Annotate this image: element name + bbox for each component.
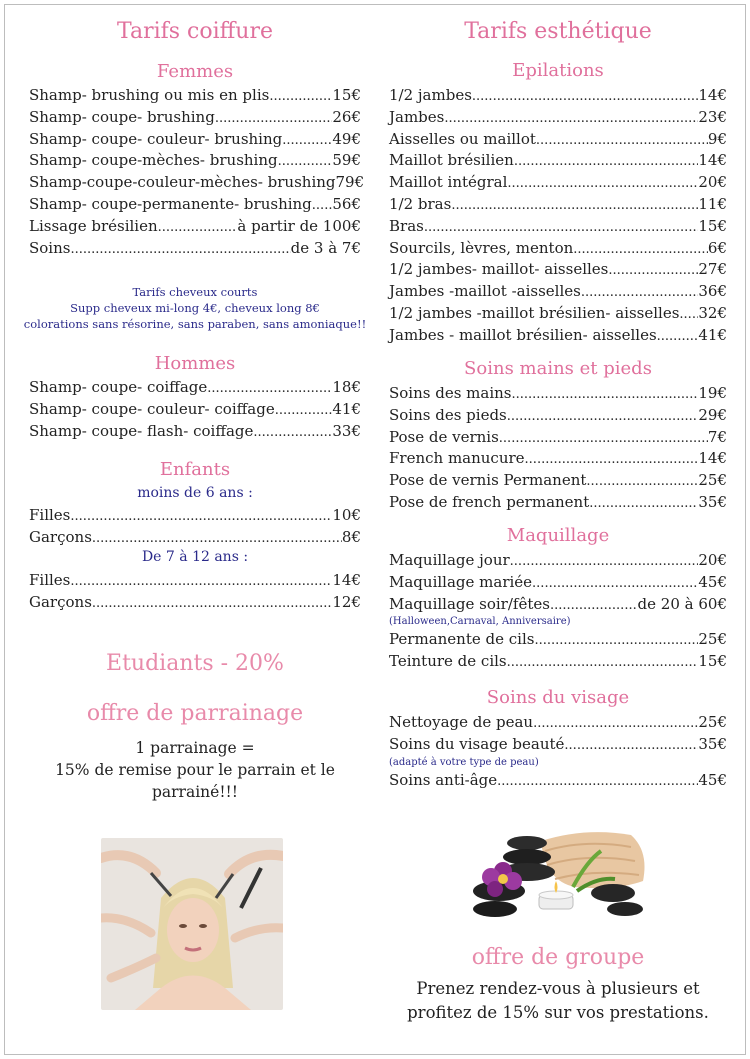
list-item: Soins des mains ..... 19€ xyxy=(389,383,727,405)
list-item: Shamp- coupe-mèches- brushing ..... 59€ xyxy=(29,150,361,172)
epilations-heading: Epilations xyxy=(512,60,604,81)
spa-illustration xyxy=(465,821,651,925)
groupe-text xyxy=(379,977,737,1025)
epilations-list xyxy=(389,85,727,347)
visage-list xyxy=(389,712,727,791)
groupe-title: offre de groupe xyxy=(471,945,645,970)
list-item: Jambes ..... 23€ xyxy=(389,107,727,129)
femmes-heading: Femmes xyxy=(156,61,234,82)
etudiants-promo: Etudiants - 20% xyxy=(106,651,284,676)
list-item: 1/2 jambes ..... 14€ xyxy=(389,85,727,107)
enfants-list-1 xyxy=(29,505,361,549)
list-item: Shamp- coupe- brushing ..... 26€ xyxy=(29,107,361,129)
list-item: Teinture de cils ..... 15€ xyxy=(389,651,727,673)
list-item: Permanente de cils ..... 25€ xyxy=(389,629,727,651)
list-item: Pose de vernis ..... 7€ xyxy=(389,427,727,449)
list-item: French manucure ..... 14€ xyxy=(389,448,727,470)
note-line: Supp cheveux mi-long 4€, cheveux long 8€ xyxy=(70,301,320,315)
visage-note: (adapté à votre type de peau) xyxy=(389,756,539,768)
list-item: Soins anti-âge ..... 45€ xyxy=(389,770,727,792)
esthetique-title: Tarifs esthétique xyxy=(464,19,652,44)
note-line: colorations sans résorine, sans paraben, sans amoniaque!! xyxy=(23,317,367,331)
list-item: Pose de french permanent ..... 35€ xyxy=(389,492,727,514)
hommes-heading: Hommes xyxy=(154,353,236,374)
maquillage-heading: Maquillage xyxy=(506,525,610,546)
list-item: Maillot intégral ..... 20€ xyxy=(389,172,727,194)
list-item: Soins des pieds ..... 29€ xyxy=(389,405,727,427)
parrainage-line: parrainé!!! xyxy=(151,783,239,801)
parrainage-line: 1 parrainage = xyxy=(135,739,255,757)
parrainage-text xyxy=(29,737,361,803)
list-item: Filles ..... 14€ xyxy=(29,570,361,592)
list-item: Shamp- coupe-permanente- brushing ..... 56€ xyxy=(29,194,361,216)
list-item: Lissage brésilien ..... à partir de 100€ xyxy=(29,216,361,238)
salon-photo-illustration xyxy=(101,838,283,1010)
enfants-list-2 xyxy=(29,570,361,614)
list-item: Maquillage mariée ..... 45€ xyxy=(389,572,727,594)
list-item: Jambes - maillot brésilien- aisselles ..... 41€ xyxy=(389,325,727,347)
mains-heading: Soins mains et pieds xyxy=(464,358,652,379)
spa-stones-orchid-photo xyxy=(465,821,651,925)
maquillage-note: (Halloween,Carnaval, Anniversaire) xyxy=(389,616,571,628)
list-item: 1/2 jambes -maillot brésilien- aisselles ..... 32€ xyxy=(389,303,727,325)
coiffure-title: Tarifs coiffure xyxy=(117,19,273,44)
list-item: Jambes -maillot -aisselles ..... 36€ xyxy=(389,281,727,303)
list-item: 1/2 jambes- maillot- aisselles ..... 27€ xyxy=(389,259,727,281)
list-item: Shamp- coupe- flash- coiffage ..... 33€ xyxy=(29,421,361,443)
maquillage-list xyxy=(389,550,727,673)
list-item: Maquillage soir/fêtes ..... de 20 à 60€ xyxy=(389,594,727,616)
list-item: 1/2 bras ..... 11€ xyxy=(389,194,727,216)
list-item: Pose de vernis Permanent ..... 25€ xyxy=(389,470,727,492)
visage-heading: Soins du visage xyxy=(486,687,630,708)
list-item: Soins du visage beauté ..... 35€ xyxy=(389,734,727,756)
enfants-group2: De 7 à 12 ans : xyxy=(141,549,249,565)
enfants-heading: Enfants xyxy=(159,459,231,480)
list-item: Shamp- brushing ou mis en plis ..... 15€ xyxy=(29,85,361,107)
enfants-group1: moins de 6 ans : xyxy=(137,485,253,501)
list-item: Shamp- coupe- couleur- coiffage ..... 41€ xyxy=(29,399,361,421)
hommes-list xyxy=(29,377,361,442)
price-sheet xyxy=(4,4,746,1055)
list-item: Garçons ..... 12€ xyxy=(29,592,361,614)
hair-notes xyxy=(9,284,381,332)
femmes-list xyxy=(29,85,365,259)
parrainage-title: offre de parrainage xyxy=(86,701,304,726)
list-item: Maquillage jour ..... 20€ xyxy=(389,550,727,572)
list-item: Maillot brésilien ..... 14€ xyxy=(389,150,727,172)
list-item: Shamp- coupe- coiffage ..... 18€ xyxy=(29,377,361,399)
list-item: Bras ..... 15€ xyxy=(389,216,727,238)
list-item: Garçons ..... 8€ xyxy=(29,527,361,549)
mains-list xyxy=(389,383,727,514)
note-line: Tarifs cheveux courts xyxy=(132,285,258,299)
groupe-line: profitez de 15% sur vos prestations. xyxy=(407,1003,709,1022)
list-item: Shamp- coupe- couleur- brushing ..... 49€ xyxy=(29,129,361,151)
list-item: Sourcils, lèvres, menton ..... 6€ xyxy=(389,238,727,260)
parrainage-line: 15% de remise pour le parrain et le xyxy=(55,761,335,779)
list-item: Shamp-coupe-couleur-mèches- brushing 79€ xyxy=(29,173,365,192)
groupe-line: Prenez rendez-vous à plusieurs et xyxy=(416,979,700,998)
list-item: Nettoyage de peau ..... 25€ xyxy=(389,712,727,734)
list-item: Filles ..... 10€ xyxy=(29,505,361,527)
list-item: Soins ..... de 3 à 7€ xyxy=(29,238,361,260)
list-item: Aisselles ou maillot ..... 9€ xyxy=(389,129,727,151)
salon-photo xyxy=(101,838,283,1010)
